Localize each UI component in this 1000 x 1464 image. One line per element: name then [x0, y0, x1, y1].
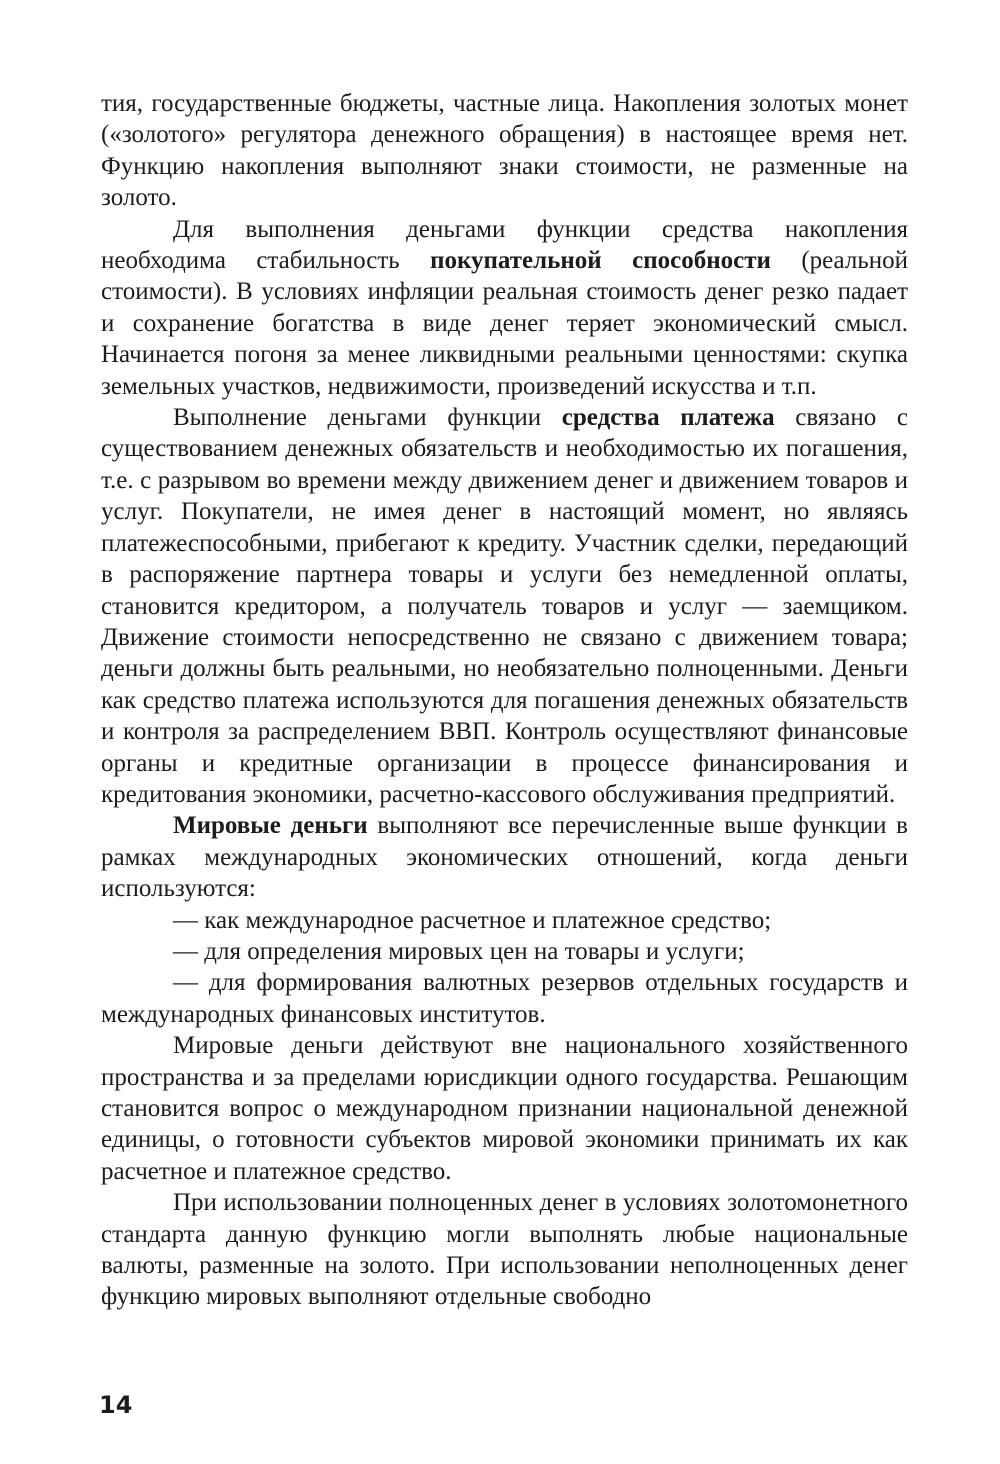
- paragraph-means-of-payment: [101, 402, 908, 810]
- list-item: — для формирования валютных резервов отдельных государств и международных финансовых институтов.: [101, 969, 908, 1028]
- list-item: — как международное расчетное и платежное средство;: [173, 906, 772, 934]
- paragraph-gold-standard: При использовании полноценных денег в условиях золотомонетного стандарта данную функцию могли выполнять любые национальные валюты, разменные на золото. При использовании неполноценных денег функцию мировых выполняют отдельные свободно: [101, 1189, 908, 1311]
- term-world-money: Мировые деньги: [173, 812, 368, 840]
- term-means-of-payment: средства платежа: [561, 404, 775, 432]
- p4-text-after: выполняют все перечисленные выше функции в рамках международных экономических отношений, когда деньги используются:: [101, 812, 908, 903]
- page-body: [101, 88, 908, 1313]
- paragraph-accumulation: [101, 214, 908, 402]
- p2-text-before: Для выполнения деньгами функции средства накопления необходима стабильность: [101, 215, 908, 275]
- p3-text-after: связано с существованием денежных обязательств и необходимостью их погашения, т.е. с разрывом во времени между движением денег и движением товаров и услуг. Покупатели, не имея денег в настоящий момент, но являясь платежеспособными, прибегают к кредиту. Участник сделки, передающий в распоряжение партнера товары и услуги без немедленной оплаты, становится кредитором, а получатель товаров и услуг — заемщиком. Движение стоимости непосредственно не связано с движением товара; деньги должны быть реальными, но необязательно полноценными. Деньги как средство платежа используются для погашения денежных обязательств и контроля за распределением ВВП. Контроль осуществляют финансовые органы и кредитные организации в процессе финансирования и кредитования экономики, расчетно-кассового обслуживания предприятий.: [101, 404, 908, 808]
- paragraph-world-money-recognition: Мировые деньги действуют вне национального хозяйственного пространства и за пределами юрисдикции одного государства. Решающим становится вопрос о международном признании национальной денежной единицы, о готовности субъектов мировой экономики принимать их как расчетное и платежное средство.: [101, 1032, 908, 1185]
- list-item: — для определения мировых цен на товары и услуги;: [173, 937, 745, 965]
- p3-text-before: Выполнение деньгами функции: [173, 404, 562, 432]
- p2-text-after: (реальной стоимости). В условиях инфляции реальная стоимость денег резко падает и сохранение богатства в виде денег теряет экономический смысл. Начинается погоня за менее ликвидными реальными ценностями: скупка земельных участков, недвижимости, произведений искусства и т.п.: [101, 247, 908, 400]
- page-number: 14: [99, 1391, 133, 1419]
- paragraph-continuation: тия, государственные бюджеты, частные лица. Накопления золотых монет («золотого» регулятора денежного обращения) в настоящее время нет. Функцию накопления выполняют знаки стоимости, не разменные на золото.: [101, 90, 908, 212]
- paragraph-world-money: [101, 810, 908, 904]
- term-purchasing-power: покупательной способности: [430, 247, 771, 275]
